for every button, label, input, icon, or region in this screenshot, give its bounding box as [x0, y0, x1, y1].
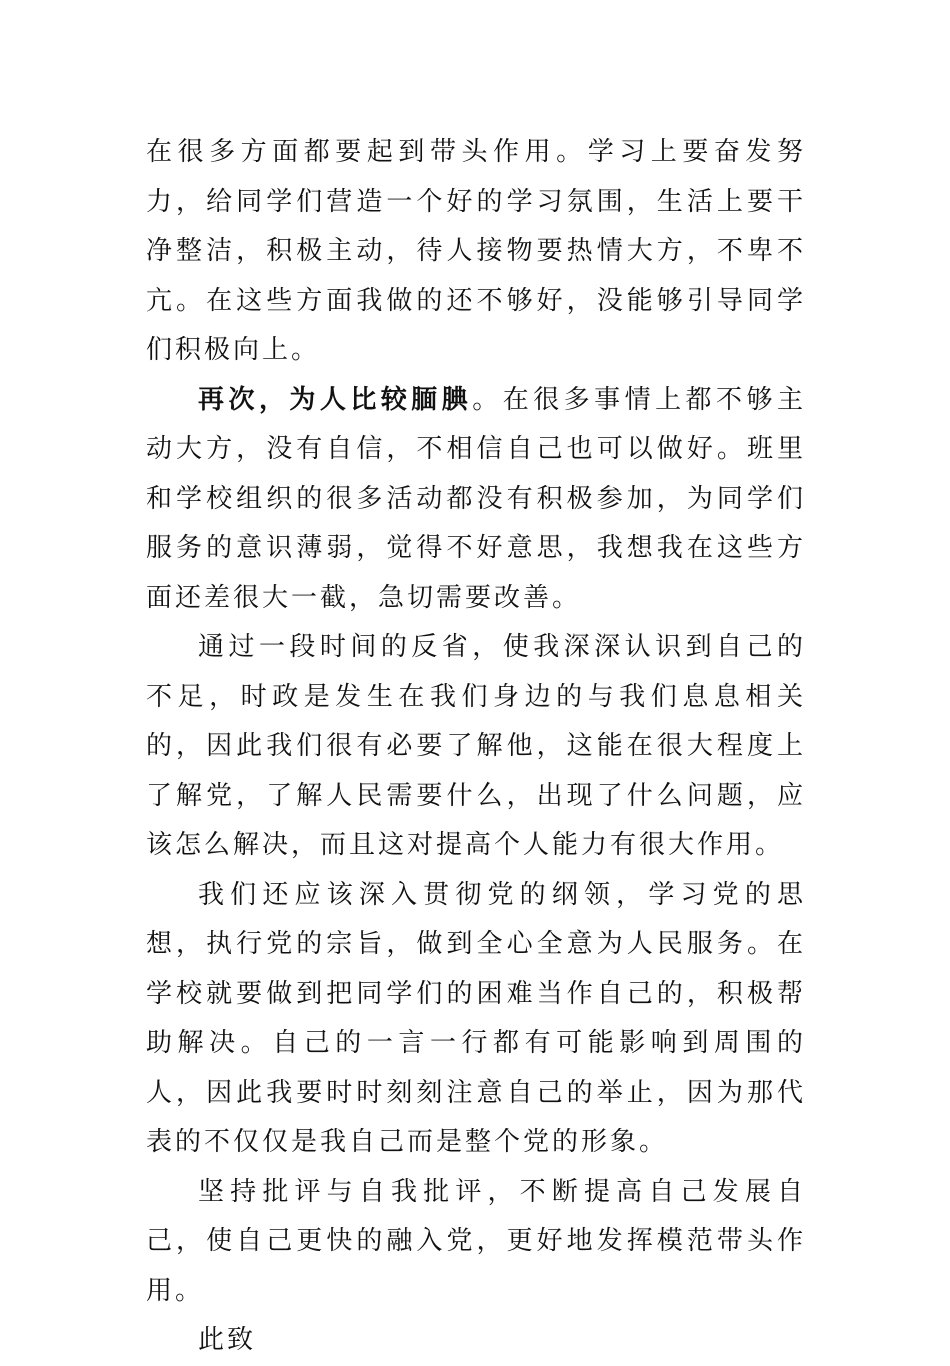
paragraph-5 [146, 1168, 806, 1317]
paragraph-3 [146, 623, 806, 871]
paragraph-2 [146, 376, 806, 624]
paragraph-2-heading: 再次，为人比较腼腆 [198, 384, 473, 415]
paragraph-5-text: 坚持批评与自我批评，不断提高自己发展自己，使自己更快的融入党，更好地发挥模范带头作用。 [146, 1176, 806, 1306]
paragraph-2-text: 。在很多事情上都不够主动大方，没有自信，不相信自己也可以做好。班里和学校组织的很多活动都没有积极参加，为同学们服务的意识薄弱，觉得不好意思，我想我在这些方面还差很大一截，急切需要改善。 [146, 384, 806, 613]
closing-salutation-text: 此致 [198, 1325, 257, 1355]
paragraph-3-text: 通过一段时间的反省，使我深深认识到自己的不足，时政是发生在我们身边的与我们息息相关的，因此我们很有必要了解他，这能在很大程度上了解党，了解人民需要什么，出现了什么问题，应该怎么解决，而且这对提高个人能力有很大作用。 [146, 632, 806, 860]
closing-salutation [146, 1316, 806, 1366]
document-body [146, 128, 806, 1366]
paragraph-1-text: 在很多方面都要起到带头作用。学习上要奋发努力，给同学们营造一个好的学习氛围，生活上要干净整洁，积极主动，待人接物要热情大方，不卑不亢。在这些方面我做的还不够好，没能够引导同学们积极向上。 [146, 137, 806, 365]
paragraph-4 [146, 871, 806, 1168]
paragraph-4-text: 我们还应该深入贯彻党的纲领，学习党的思想，执行党的宗旨，做到全心全意为人民服务。在学校就要做到把同学们的困难当作自己的，积极帮助解决。自己的一言一行都有可能影响到周围的人，因此我要时时刻刻注意自己的举止，因为那代表的不仅仅是我自己而是整个党的形象。 [146, 879, 806, 1157]
paragraph-1 [146, 128, 806, 376]
